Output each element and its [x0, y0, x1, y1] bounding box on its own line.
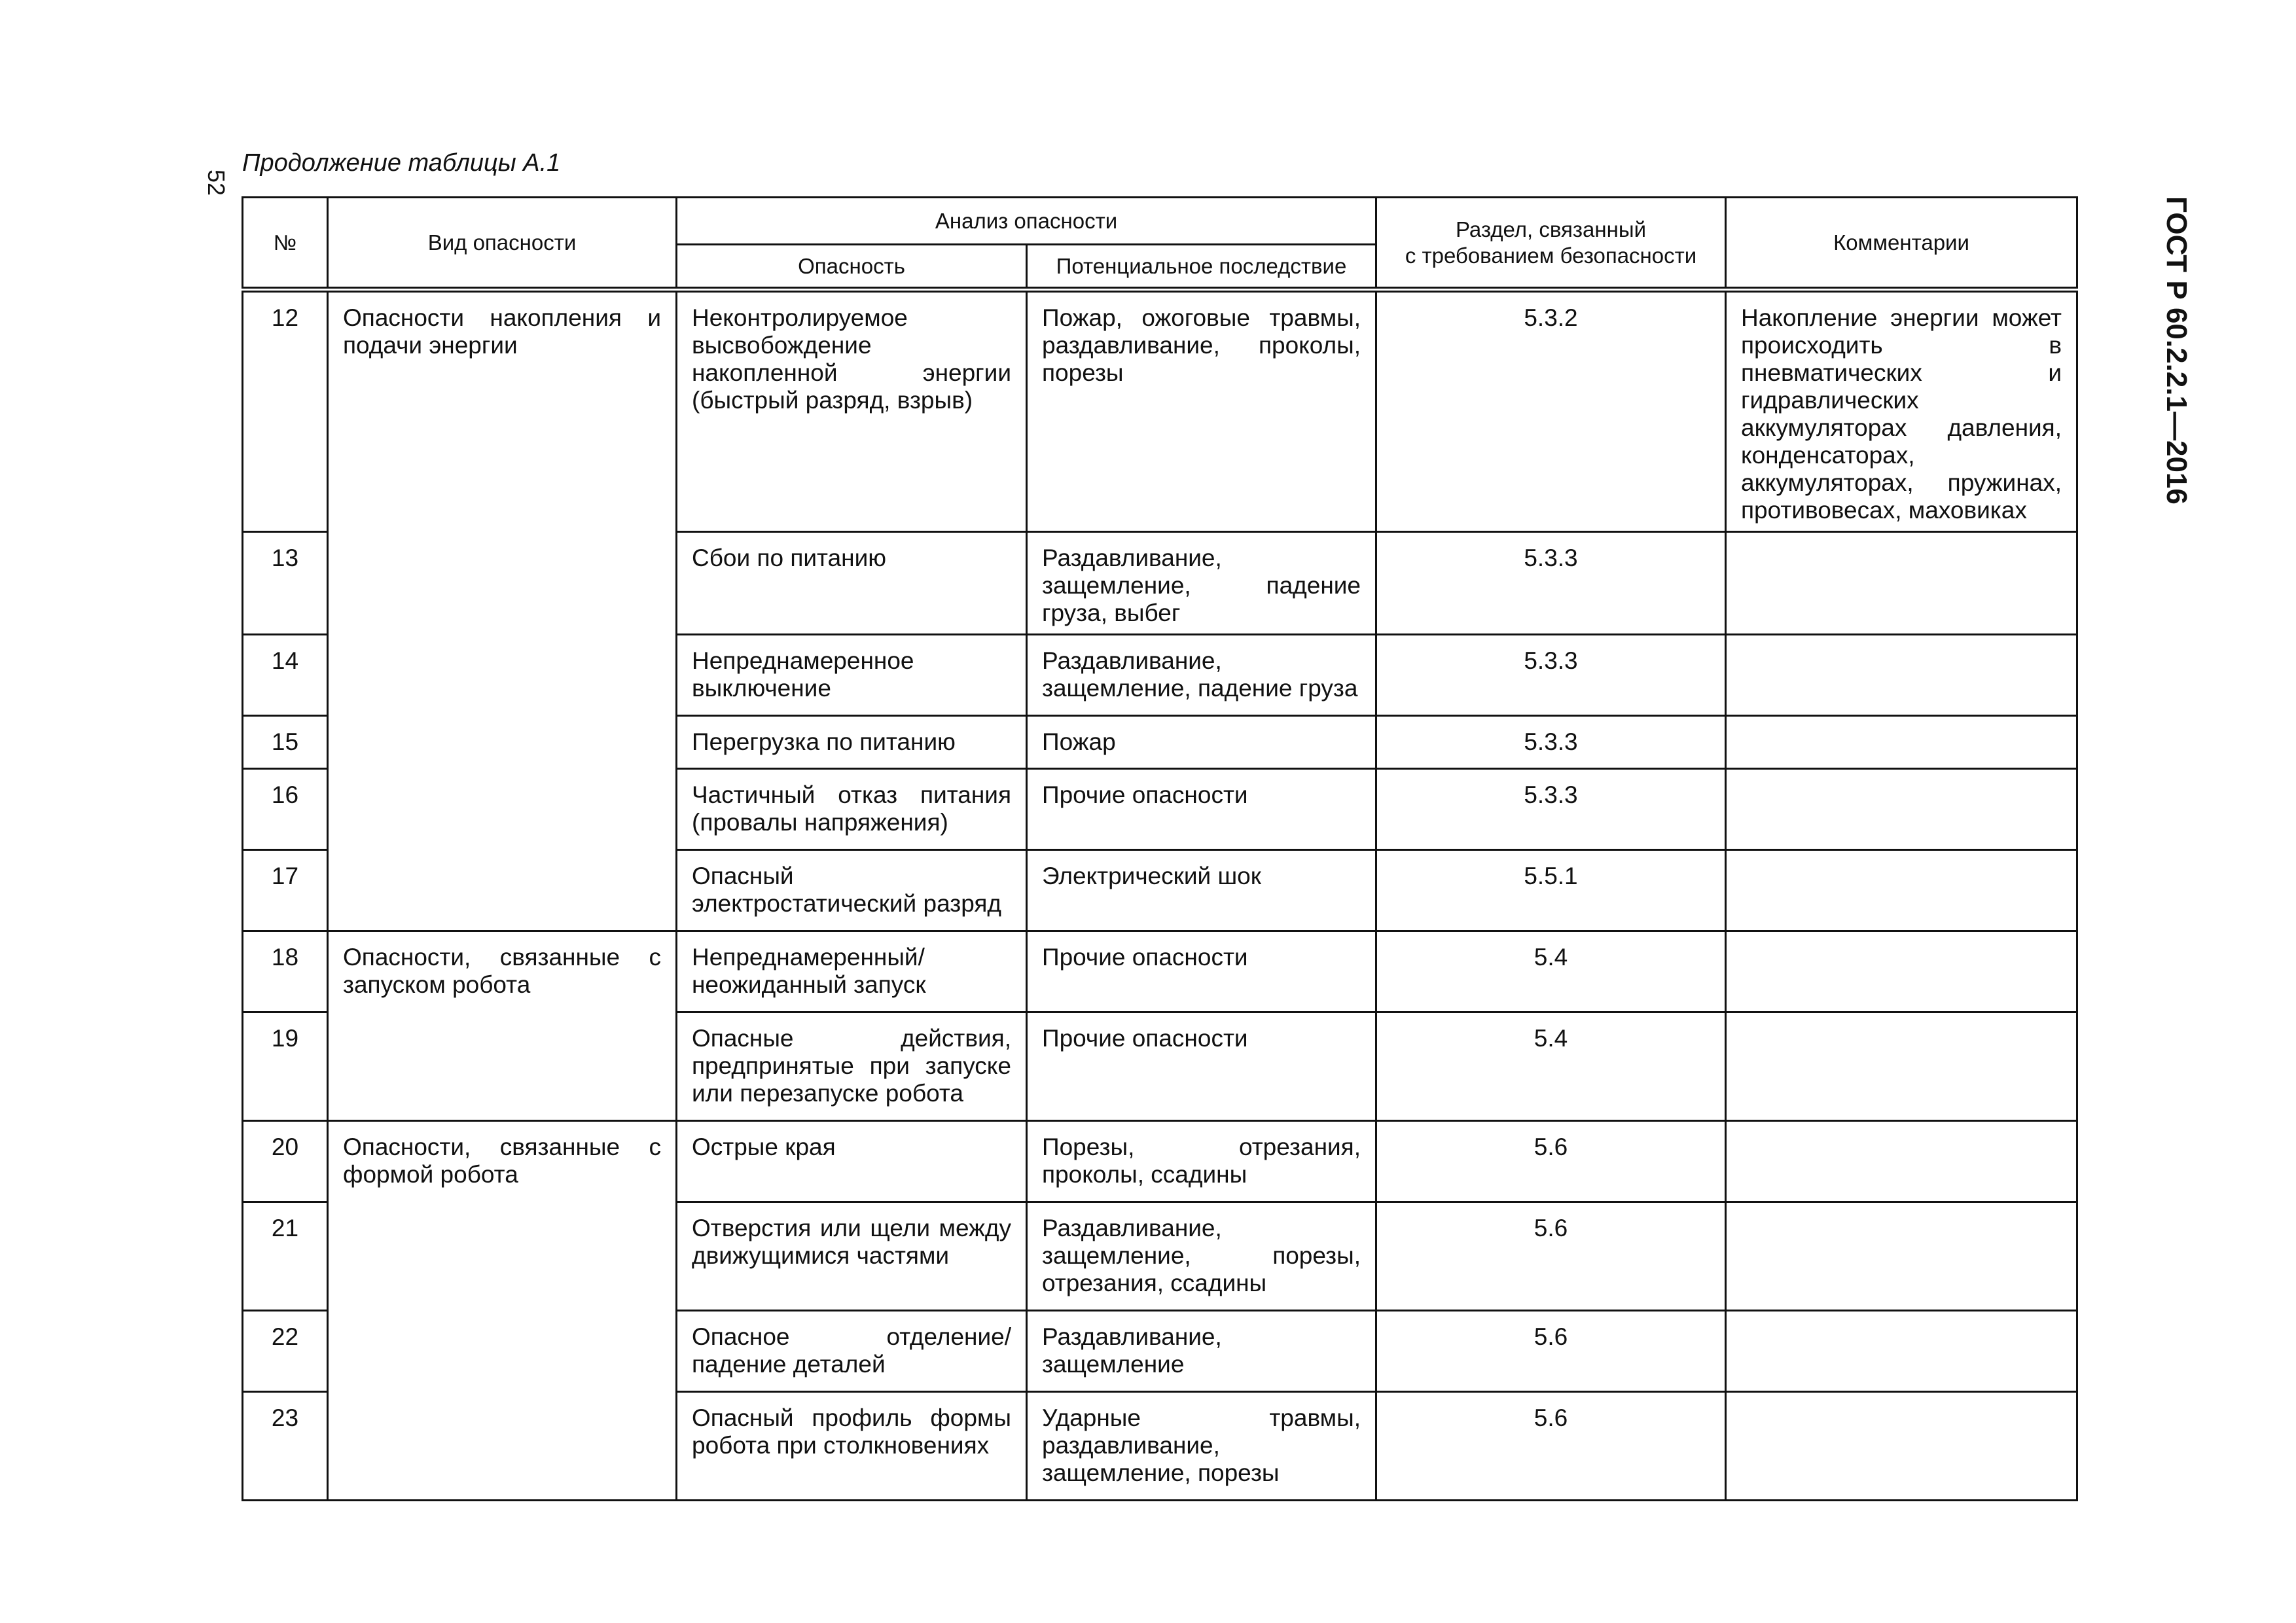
hazard-table [242, 196, 2078, 1501]
row-number: 20 [243, 1121, 328, 1202]
section-cell: 5.4 [1376, 931, 1726, 1012]
row-number: 19 [243, 1012, 328, 1121]
section-cell: 5.4 [1376, 1012, 1726, 1121]
consequence-cell: Прочие опасности [1027, 1012, 1376, 1121]
hazard-cell: Отверстия или щели между движущимися частями [677, 1202, 1027, 1311]
comment-cell [1726, 769, 2077, 850]
section-cell: 5.6 [1376, 1392, 1726, 1501]
comment-cell [1726, 635, 2077, 716]
hazard-cell: Опасный профиль формы робота при столкновениях [677, 1392, 1027, 1501]
hazard-cell: Неконтролируемое высвобождение накопленной энергии (быстрый разряд, взрыв) [677, 290, 1027, 532]
comment-cell [1726, 1202, 2077, 1311]
consequence-cell: Электрический шок [1027, 850, 1376, 931]
header-consequence: Потенциальное последствие [1027, 245, 1376, 290]
section-cell: 5.6 [1376, 1121, 1726, 1202]
hazard-group: Опасности накопления и подачи энергии [328, 290, 677, 931]
header-safety-section [1376, 198, 1726, 290]
consequence-cell: Порезы, отрезания, проколы, ссадины [1027, 1121, 1376, 1202]
hazard-group: Опасности, связанные с формой робота [328, 1121, 677, 1501]
section-cell: 5.3.3 [1376, 532, 1726, 635]
comment-cell [1726, 1311, 2077, 1392]
hazard-cell: Опасное отделение/падение деталей [677, 1311, 1027, 1392]
section-cell: 5.3.3 [1376, 769, 1726, 850]
row-number: 15 [243, 716, 328, 769]
row-number: 16 [243, 769, 328, 850]
section-cell: 5.3.2 [1376, 290, 1726, 532]
hazard-cell: Частичный отказ питания (провалы напряжения) [677, 769, 1027, 850]
row-number: 21 [243, 1202, 328, 1311]
hazard-group: Опасности, связанные с запуском робота [328, 931, 677, 1121]
comment-cell [1726, 931, 2077, 1012]
section-cell: 5.6 [1376, 1202, 1726, 1311]
consequence-cell: Пожар, ожоговые травмы, раздавливание, проколы, порезы [1027, 290, 1376, 532]
consequence-cell: Раздавливание, защемление, падение груза, выбег [1027, 532, 1376, 635]
row-number: 23 [243, 1392, 328, 1501]
page-number: 52 [203, 169, 230, 196]
header-comments: Комментарии [1726, 198, 2077, 290]
consequence-cell: Раздавливание, защемление, порезы, отрезания, ссадины [1027, 1202, 1376, 1311]
consequence-cell: Прочие опасности [1027, 769, 1376, 850]
table-row [243, 290, 2077, 532]
hazard-cell: Опасный электростатический разряд [677, 850, 1027, 931]
header-hazard-type: Вид опасности [328, 198, 677, 290]
comment-cell [1726, 1121, 2077, 1202]
header-section-line2: с требованием безопасности [1405, 243, 1697, 268]
header-section-line1: Раздел, связанный [1455, 217, 1647, 241]
consequence-cell: Прочие опасности [1027, 931, 1376, 1012]
comment-cell [1726, 1392, 2077, 1501]
hazard-cell: Перегрузка по питанию [677, 716, 1027, 769]
table-row [243, 1121, 2077, 1202]
row-number: 17 [243, 850, 328, 931]
section-cell: 5.6 [1376, 1311, 1726, 1392]
section-cell: 5.3.3 [1376, 635, 1726, 716]
comment-cell [1726, 532, 2077, 635]
comment-cell: Накопление энергии может происходить в пневматических и гидравлических аккумуляторах давления, конденсаторах, аккумуляторах, пружинах, противовесах, маховиках [1726, 290, 2077, 532]
consequence-cell: Раздавливание, защемление, падение груза [1027, 635, 1376, 716]
row-number: 22 [243, 1311, 328, 1392]
header-hazard: Опасность [677, 245, 1027, 290]
header-hazard-analysis: Анализ опасности [677, 198, 1376, 245]
consequence-cell: Ударные травмы, раздавливание, защемление, порезы [1027, 1392, 1376, 1501]
section-cell: 5.3.3 [1376, 716, 1726, 769]
table-caption: Продолжение таблицы А.1 [242, 149, 561, 177]
hazard-cell: Сбои по питанию [677, 532, 1027, 635]
row-number: 12 [243, 290, 328, 532]
hazard-cell: Непреднамеренный/неожиданный запуск [677, 931, 1027, 1012]
row-number: 18 [243, 931, 328, 1012]
hazard-cell: Острые края [677, 1121, 1027, 1202]
row-number: 14 [243, 635, 328, 716]
section-cell: 5.5.1 [1376, 850, 1726, 931]
hazard-cell: Непреднамеренное выключение [677, 635, 1027, 716]
row-number: 13 [243, 532, 328, 635]
table-row [243, 931, 2077, 1012]
comment-cell [1726, 1012, 2077, 1121]
document-code: ГОСТ Р 60.2.2.1—2016 [2161, 196, 2193, 505]
header-num: № [243, 198, 328, 290]
comment-cell [1726, 716, 2077, 769]
consequence-cell: Раздавливание, защемление [1027, 1311, 1376, 1392]
hazard-cell: Опасные действия, предпринятые при запуске или перезапуске робота [677, 1012, 1027, 1121]
consequence-cell: Пожар [1027, 716, 1376, 769]
comment-cell [1726, 850, 2077, 931]
